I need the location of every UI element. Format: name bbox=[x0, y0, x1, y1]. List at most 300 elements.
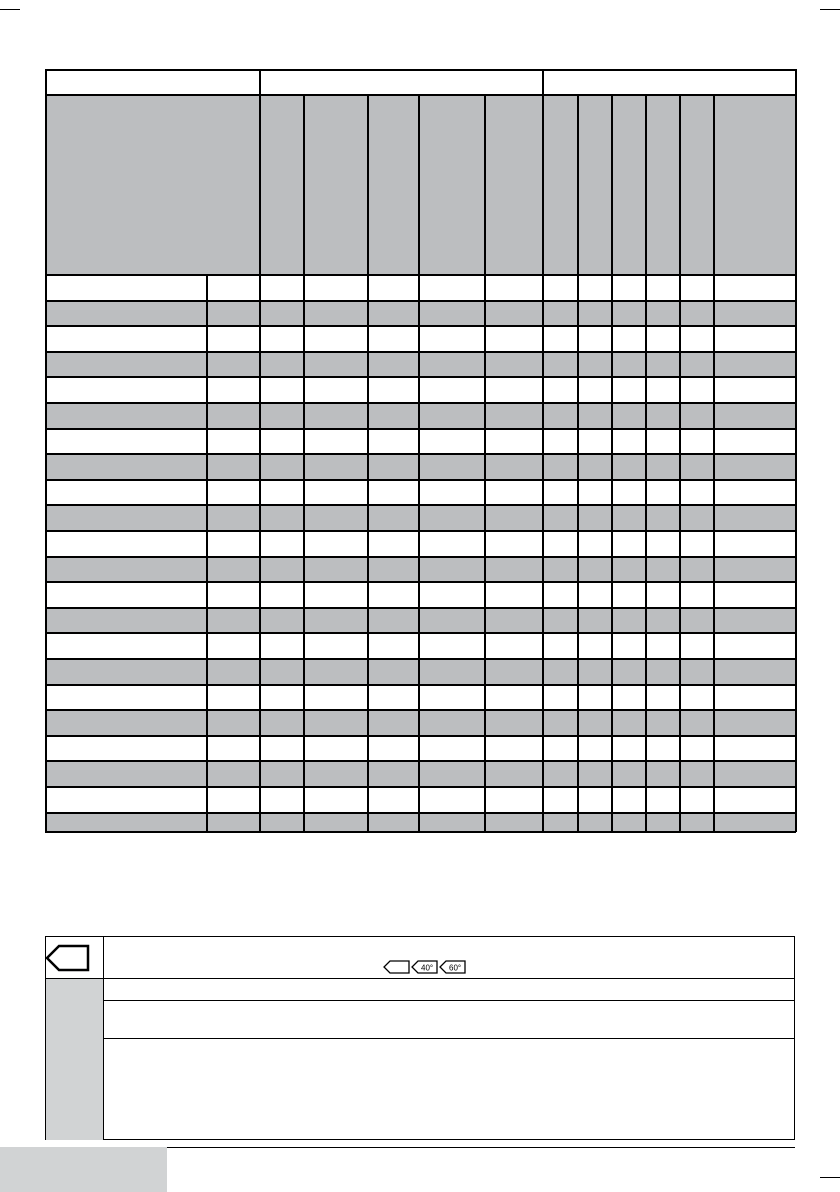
table-cell bbox=[542, 607, 577, 632]
row-rule bbox=[45, 274, 796, 276]
column-rule bbox=[484, 94, 486, 832]
table-cell bbox=[206, 735, 259, 760]
table-cell bbox=[418, 632, 484, 658]
table-cell bbox=[645, 786, 679, 812]
table-cell bbox=[645, 376, 679, 402]
table-cell bbox=[206, 504, 259, 530]
table-cell bbox=[542, 325, 577, 351]
table-cell bbox=[259, 351, 303, 376]
table-row bbox=[45, 428, 796, 453]
table-cell bbox=[713, 504, 795, 530]
table-cell bbox=[679, 274, 713, 300]
table-cell bbox=[484, 530, 542, 556]
wash-label-tag-icon bbox=[383, 960, 411, 974]
table-cell bbox=[367, 684, 418, 709]
legend-divider bbox=[46, 978, 794, 979]
column-rule bbox=[418, 94, 420, 832]
table-cell bbox=[542, 760, 577, 786]
table-cell bbox=[45, 760, 206, 786]
table-row bbox=[45, 325, 796, 351]
table-cell bbox=[542, 428, 577, 453]
row-rule bbox=[45, 632, 796, 634]
table-cell bbox=[303, 786, 367, 812]
table-cell bbox=[679, 812, 713, 831]
table-cell bbox=[542, 274, 577, 300]
table-cell bbox=[45, 428, 206, 453]
column-rule bbox=[679, 94, 681, 832]
table-cell bbox=[206, 479, 259, 504]
table-cell bbox=[713, 760, 795, 786]
table-cell bbox=[206, 376, 259, 402]
table-cell bbox=[45, 581, 206, 607]
table-cell bbox=[611, 274, 645, 300]
table-cell bbox=[577, 504, 611, 530]
column-rule bbox=[577, 94, 579, 832]
table-cell bbox=[577, 786, 611, 812]
table-cell bbox=[645, 709, 679, 735]
table-cell bbox=[303, 709, 367, 735]
table-cell bbox=[542, 300, 577, 325]
table-cell bbox=[713, 453, 795, 479]
column-rule bbox=[45, 69, 47, 832]
table-cell bbox=[367, 556, 418, 581]
table-cell bbox=[645, 402, 679, 428]
column-rule bbox=[645, 94, 647, 832]
table-cell bbox=[645, 812, 679, 831]
table-cell bbox=[367, 530, 418, 556]
table-cell bbox=[484, 684, 542, 709]
table-cell bbox=[577, 760, 611, 786]
table-cell bbox=[206, 632, 259, 658]
table-cell bbox=[611, 581, 645, 607]
column-rule bbox=[206, 274, 208, 832]
row-rule bbox=[45, 504, 796, 506]
table-cell bbox=[303, 300, 367, 325]
table-cell bbox=[45, 325, 206, 351]
table-cell bbox=[542, 632, 577, 658]
table-cell bbox=[484, 376, 542, 402]
table-cell bbox=[206, 556, 259, 581]
table-cell bbox=[367, 735, 418, 760]
table-cell bbox=[679, 376, 713, 402]
table-cell bbox=[577, 812, 611, 831]
row-rule bbox=[45, 402, 796, 404]
table-cell bbox=[45, 556, 206, 581]
table-cell bbox=[645, 684, 679, 709]
table-cell bbox=[645, 428, 679, 453]
table-cell bbox=[645, 325, 679, 351]
table-cell bbox=[367, 300, 418, 325]
wash-label-tag-40-icon bbox=[411, 960, 439, 974]
table-row bbox=[45, 300, 796, 325]
table-cell bbox=[542, 453, 577, 479]
table-cell bbox=[542, 402, 577, 428]
table-cell bbox=[484, 325, 542, 351]
table-cell bbox=[418, 325, 484, 351]
table-cell bbox=[611, 709, 645, 735]
table-cell bbox=[259, 760, 303, 786]
table-cell bbox=[259, 274, 303, 300]
table-cell bbox=[259, 786, 303, 812]
table-cell bbox=[542, 479, 577, 504]
table-cell bbox=[45, 632, 206, 658]
table-cell bbox=[259, 402, 303, 428]
table-cell bbox=[484, 760, 542, 786]
table-row bbox=[45, 504, 796, 530]
row-rule bbox=[45, 453, 796, 455]
table-cell bbox=[303, 453, 367, 479]
table-cell bbox=[484, 351, 542, 376]
table-cell bbox=[713, 658, 795, 684]
table-cell bbox=[303, 325, 367, 351]
table-row bbox=[45, 581, 796, 607]
table-cell bbox=[679, 556, 713, 581]
row-rule bbox=[45, 607, 796, 609]
table-cell bbox=[713, 402, 795, 428]
table-cell bbox=[542, 376, 577, 402]
table-cell bbox=[611, 684, 645, 709]
table-cell bbox=[367, 453, 418, 479]
table-cell bbox=[418, 735, 484, 760]
table-cell bbox=[611, 300, 645, 325]
column-rule bbox=[259, 69, 261, 832]
table-cell bbox=[418, 760, 484, 786]
wash-label-tag-icon bbox=[45, 944, 91, 972]
row-rule bbox=[45, 709, 796, 711]
table-cell bbox=[303, 684, 367, 709]
footer-page-tab bbox=[0, 1147, 167, 1192]
table-cell bbox=[679, 658, 713, 684]
table-cell bbox=[645, 556, 679, 581]
table-cell bbox=[367, 376, 418, 402]
table-cell bbox=[259, 632, 303, 658]
table-cell bbox=[367, 709, 418, 735]
table-cell bbox=[679, 453, 713, 479]
table-cell bbox=[367, 658, 418, 684]
table-cell bbox=[418, 709, 484, 735]
table-row bbox=[45, 351, 796, 376]
table-cell bbox=[484, 504, 542, 530]
table-cell bbox=[484, 453, 542, 479]
table-cell bbox=[418, 684, 484, 709]
table-cell bbox=[645, 479, 679, 504]
table-cell bbox=[206, 402, 259, 428]
table-cell bbox=[713, 684, 795, 709]
table-cell bbox=[645, 530, 679, 556]
table-cell bbox=[611, 351, 645, 376]
table-cell bbox=[484, 709, 542, 735]
table-cell bbox=[206, 453, 259, 479]
table-cell bbox=[611, 325, 645, 351]
table-cell bbox=[45, 786, 206, 812]
table-cell bbox=[542, 581, 577, 607]
table-cell bbox=[713, 376, 795, 402]
table-cell bbox=[542, 709, 577, 735]
table-cell bbox=[206, 530, 259, 556]
table-cell bbox=[679, 684, 713, 709]
table-cell bbox=[259, 300, 303, 325]
tag-40-label: 40° bbox=[421, 963, 434, 973]
row-rule bbox=[45, 94, 796, 96]
row-rule bbox=[45, 69, 796, 71]
table-cell bbox=[611, 453, 645, 479]
table-cell bbox=[577, 428, 611, 453]
table-cell bbox=[418, 658, 484, 684]
table-cell bbox=[259, 556, 303, 581]
table-cell bbox=[679, 428, 713, 453]
table-row bbox=[45, 556, 796, 581]
table-cell bbox=[679, 351, 713, 376]
table-cell bbox=[418, 812, 484, 831]
table-cell bbox=[45, 274, 206, 300]
table-cell bbox=[418, 581, 484, 607]
table-cell bbox=[611, 786, 645, 812]
column-rule bbox=[795, 69, 797, 832]
table-cell bbox=[367, 760, 418, 786]
table-cell bbox=[713, 556, 795, 581]
table-cell bbox=[713, 709, 795, 735]
table-cell bbox=[303, 504, 367, 530]
table-cell bbox=[713, 607, 795, 632]
table-cell bbox=[367, 351, 418, 376]
table-row bbox=[45, 812, 796, 831]
wash-label-tag-60-icon bbox=[439, 960, 467, 974]
table-cell bbox=[206, 274, 259, 300]
table-cell bbox=[303, 581, 367, 607]
table-cell bbox=[45, 735, 206, 760]
table-cell bbox=[577, 274, 611, 300]
table-cell bbox=[542, 530, 577, 556]
table-cell bbox=[45, 376, 206, 402]
table-cell bbox=[713, 479, 795, 504]
table-cell bbox=[645, 351, 679, 376]
table-cell bbox=[577, 735, 611, 760]
table-cell bbox=[418, 274, 484, 300]
footer-rule bbox=[167, 1147, 795, 1148]
table-cell bbox=[611, 556, 645, 581]
row-rule bbox=[45, 684, 796, 686]
table-cell bbox=[679, 709, 713, 735]
table-cell bbox=[367, 581, 418, 607]
table-cell bbox=[418, 428, 484, 453]
table-cell bbox=[303, 812, 367, 831]
table-cell bbox=[259, 684, 303, 709]
table-cell bbox=[611, 530, 645, 556]
table-cell bbox=[484, 786, 542, 812]
table-cell bbox=[259, 658, 303, 684]
table-cell bbox=[577, 300, 611, 325]
row-rule bbox=[45, 735, 796, 737]
table-cell bbox=[484, 607, 542, 632]
table-cell bbox=[303, 479, 367, 504]
table-cell bbox=[367, 428, 418, 453]
table-cell bbox=[484, 632, 542, 658]
table-cell bbox=[206, 351, 259, 376]
table-cell bbox=[367, 632, 418, 658]
table-cell bbox=[206, 325, 259, 351]
table-cell bbox=[577, 658, 611, 684]
table-cell bbox=[484, 402, 542, 428]
row-rule bbox=[45, 556, 796, 558]
table-cell bbox=[303, 735, 367, 760]
program-table bbox=[45, 69, 796, 832]
table-cell bbox=[206, 709, 259, 735]
table-cell bbox=[611, 658, 645, 684]
table-cell bbox=[303, 760, 367, 786]
table-cell bbox=[484, 274, 542, 300]
table-cell bbox=[418, 453, 484, 479]
table-cell bbox=[577, 479, 611, 504]
table-cell bbox=[367, 504, 418, 530]
crop-mark-top-left bbox=[0, 9, 20, 10]
table-row bbox=[45, 607, 796, 632]
table-cell bbox=[206, 300, 259, 325]
table-cell bbox=[367, 812, 418, 831]
table-row bbox=[45, 376, 796, 402]
row-rule bbox=[45, 530, 796, 532]
table-cell bbox=[645, 607, 679, 632]
table-cell bbox=[679, 607, 713, 632]
table-cell bbox=[713, 351, 795, 376]
row-rule bbox=[45, 812, 796, 814]
table-cell bbox=[303, 274, 367, 300]
table-cell bbox=[611, 479, 645, 504]
row-rule bbox=[45, 376, 796, 378]
table-cell bbox=[259, 581, 303, 607]
table-cell bbox=[367, 402, 418, 428]
table-cell bbox=[418, 556, 484, 581]
table-cell bbox=[259, 504, 303, 530]
table-cell bbox=[645, 453, 679, 479]
table-cell bbox=[303, 658, 367, 684]
table-cell bbox=[259, 735, 303, 760]
table-cell bbox=[206, 786, 259, 812]
table-cell bbox=[542, 351, 577, 376]
tag-60-label: 60° bbox=[449, 963, 462, 973]
table-cell bbox=[45, 351, 206, 376]
table-cell bbox=[259, 607, 303, 632]
table-cell bbox=[645, 658, 679, 684]
table-cell bbox=[45, 684, 206, 709]
table-cell bbox=[484, 300, 542, 325]
table-cell bbox=[679, 581, 713, 607]
table-cell bbox=[303, 351, 367, 376]
table-cell bbox=[611, 632, 645, 658]
table-cell bbox=[713, 632, 795, 658]
table-cell bbox=[418, 607, 484, 632]
table-cell bbox=[679, 479, 713, 504]
table-row bbox=[45, 684, 796, 709]
table-cell bbox=[713, 274, 795, 300]
legend-row-divider bbox=[103, 1000, 794, 1001]
table-cell bbox=[679, 402, 713, 428]
table-row bbox=[45, 709, 796, 735]
table-cell bbox=[611, 812, 645, 831]
table-cell bbox=[206, 428, 259, 453]
column-rule bbox=[713, 94, 715, 832]
table-cell bbox=[645, 274, 679, 300]
table-cell bbox=[418, 786, 484, 812]
row-rule bbox=[45, 760, 796, 762]
table-cell bbox=[577, 581, 611, 607]
legend-side-column bbox=[46, 979, 103, 1140]
column-rule bbox=[542, 69, 544, 832]
table-cell bbox=[45, 402, 206, 428]
table-cell bbox=[418, 504, 484, 530]
crop-mark-bottom-right bbox=[820, 1177, 840, 1178]
table-cell bbox=[45, 504, 206, 530]
table-cell bbox=[45, 300, 206, 325]
table-cell bbox=[418, 300, 484, 325]
table-row bbox=[45, 402, 796, 428]
table-cell bbox=[418, 479, 484, 504]
table-cell bbox=[303, 402, 367, 428]
table-cell bbox=[542, 735, 577, 760]
table-cell bbox=[645, 581, 679, 607]
table-cell bbox=[577, 376, 611, 402]
table-cell bbox=[484, 479, 542, 504]
table-cell bbox=[577, 709, 611, 735]
table-cell bbox=[542, 504, 577, 530]
table-cell bbox=[645, 760, 679, 786]
table-cell bbox=[259, 376, 303, 402]
column-header-band bbox=[45, 94, 796, 274]
table-cell bbox=[577, 402, 611, 428]
table-cell bbox=[367, 607, 418, 632]
table-cell bbox=[259, 530, 303, 556]
table-cell bbox=[303, 530, 367, 556]
table-cell bbox=[679, 325, 713, 351]
table-cell bbox=[303, 632, 367, 658]
table-cell bbox=[577, 556, 611, 581]
table-cell bbox=[484, 812, 542, 831]
table-cell bbox=[611, 376, 645, 402]
table-cell bbox=[679, 760, 713, 786]
column-rule bbox=[367, 94, 369, 832]
table-cell bbox=[679, 786, 713, 812]
table-cell bbox=[713, 428, 795, 453]
row-rule bbox=[45, 831, 796, 833]
table-cell bbox=[542, 658, 577, 684]
table-cell bbox=[679, 530, 713, 556]
table-cell bbox=[418, 376, 484, 402]
table-cell bbox=[259, 479, 303, 504]
table-cell bbox=[259, 428, 303, 453]
legend-row-divider bbox=[103, 1038, 794, 1039]
row-rule bbox=[45, 786, 796, 788]
table-cell bbox=[484, 556, 542, 581]
row-rule bbox=[45, 300, 796, 302]
table-cell bbox=[367, 274, 418, 300]
table-row bbox=[45, 760, 796, 786]
table-row bbox=[45, 786, 796, 812]
table-cell bbox=[45, 453, 206, 479]
table-cell bbox=[206, 812, 259, 831]
table-cell bbox=[577, 607, 611, 632]
table-cell bbox=[645, 735, 679, 760]
table-cell bbox=[713, 530, 795, 556]
table-row bbox=[45, 274, 796, 300]
table-row bbox=[45, 632, 796, 658]
table-cell bbox=[577, 325, 611, 351]
table-cell bbox=[484, 735, 542, 760]
table-cell bbox=[303, 556, 367, 581]
table-cell bbox=[577, 351, 611, 376]
table-row bbox=[45, 479, 796, 504]
table-cell bbox=[259, 812, 303, 831]
table-cell bbox=[611, 504, 645, 530]
table-cell bbox=[259, 709, 303, 735]
